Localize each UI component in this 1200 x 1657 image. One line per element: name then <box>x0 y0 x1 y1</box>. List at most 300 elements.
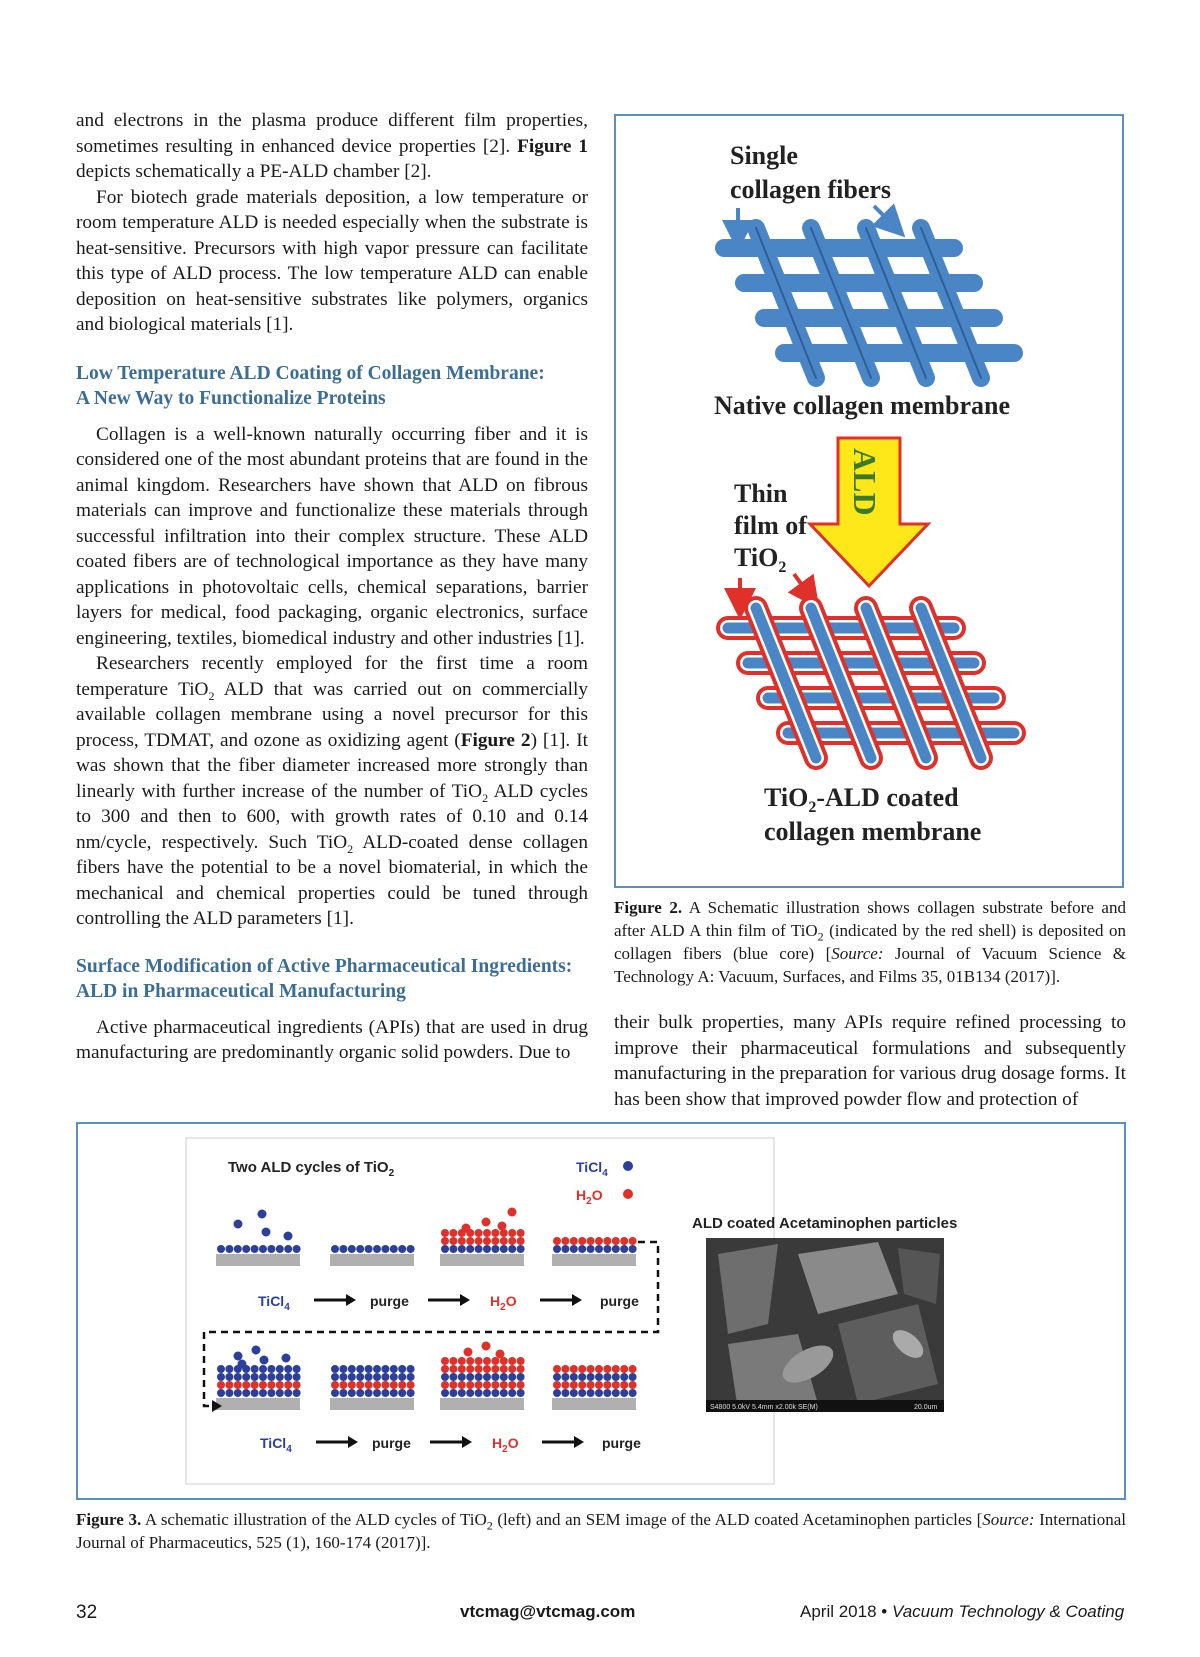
atom <box>517 1381 525 1389</box>
atom <box>225 1245 233 1253</box>
atom <box>483 1237 491 1245</box>
precursor <box>234 1220 243 1229</box>
atom <box>475 1373 483 1381</box>
atom <box>449 1373 457 1381</box>
paragraph-api: Active pharmaceutical ingredients (APIs) that are used in drug manufacturing are predominantly organic solid powders. Due to <box>76 1016 588 1063</box>
label-thin: Thin <box>734 479 788 508</box>
atom <box>339 1373 347 1381</box>
atom <box>612 1365 620 1373</box>
issue-date: April 2018 <box>800 1602 877 1621</box>
precursor <box>262 1228 271 1237</box>
atom <box>500 1373 508 1381</box>
atom <box>458 1237 466 1245</box>
atom <box>331 1365 339 1373</box>
precursor <box>258 1210 267 1219</box>
atom <box>441 1389 449 1397</box>
atom <box>276 1373 284 1381</box>
text: TiCl <box>576 1159 603 1175</box>
atom <box>284 1245 292 1253</box>
subscript: 2 <box>808 799 817 816</box>
atom <box>466 1357 474 1365</box>
atom <box>331 1389 339 1397</box>
atom <box>356 1365 364 1373</box>
atom <box>508 1365 516 1373</box>
precursor <box>282 1354 291 1363</box>
text: ALD that was carried out on commercially available collagen membrane using a novel precursor for this process, TDMAT, and ozone as oxidizing agent ( <box>76 678 589 751</box>
subscript: 2 <box>482 790 489 805</box>
atom <box>517 1237 525 1245</box>
atom <box>629 1381 637 1389</box>
caption-label: Figure 3. <box>76 1510 142 1529</box>
atom <box>508 1381 516 1389</box>
atom <box>276 1245 284 1253</box>
atom <box>517 1373 525 1381</box>
atom <box>365 1389 373 1397</box>
atom <box>398 1373 406 1381</box>
subscript: 4 <box>602 1168 608 1179</box>
text: A Schematic illustration shows collagen substrate before and after ALD A thin film of TiO <box>614 898 1126 940</box>
atom <box>629 1237 637 1245</box>
text: H <box>492 1435 503 1451</box>
atom <box>259 1389 267 1397</box>
step-purge: purge <box>370 1293 409 1309</box>
atom <box>483 1381 491 1389</box>
label-coated-line1 <box>764 783 959 816</box>
atom <box>390 1245 398 1253</box>
label-collagen-fibers: collagen fibers <box>730 175 892 204</box>
figure-2 <box>614 114 1124 888</box>
atom <box>475 1237 483 1245</box>
atom <box>390 1389 398 1397</box>
atom <box>259 1381 267 1389</box>
atom <box>407 1373 415 1381</box>
heading-line: A New Way to Functionalize Proteins <box>76 388 386 409</box>
atom <box>267 1389 275 1397</box>
atom <box>553 1389 561 1397</box>
atom <box>517 1229 525 1237</box>
native-mesh <box>724 228 1014 378</box>
atom <box>365 1365 373 1373</box>
atom <box>553 1381 561 1389</box>
text: (left) and an SEM image of the ALD coated Acetaminophen particles [ <box>492 1510 983 1529</box>
substrate <box>330 1398 414 1410</box>
paragraph-low-temp: For biotech grade materials deposition, a low temperature or room temperature ALD is needed especially when the substrate is heat-sensitive. Precursors with high vapor pressure can facilitate this type of ALD process. The low temperature ALD can enable deposition on heat-sensitive substrates like polymers, organics and biological materials [1]. <box>76 186 588 335</box>
atom <box>225 1373 233 1381</box>
atom <box>620 1381 628 1389</box>
atom <box>595 1245 603 1253</box>
sem-title: ALD coated Acetaminophen particles <box>692 1215 958 1232</box>
atom <box>612 1245 620 1253</box>
atom <box>390 1373 398 1381</box>
atom <box>603 1245 611 1253</box>
step-purge: purge <box>602 1435 641 1451</box>
atom <box>587 1373 595 1381</box>
cycle-panel <box>186 1138 774 1484</box>
atom <box>500 1381 508 1389</box>
magazine-name: Vacuum Technology & Coating <box>891 1602 1125 1621</box>
atom <box>381 1365 389 1373</box>
atom <box>449 1237 457 1245</box>
atom <box>620 1373 628 1381</box>
atom <box>356 1381 364 1389</box>
atom <box>225 1365 233 1373</box>
footer-issue <box>800 1602 1124 1622</box>
atom <box>398 1389 406 1397</box>
subscript: 2 <box>817 929 824 944</box>
label-coated-line2: collagen membrane <box>764 817 982 846</box>
atom <box>458 1245 466 1253</box>
atom <box>603 1365 611 1373</box>
atom <box>578 1237 586 1245</box>
atom <box>373 1245 381 1253</box>
atom <box>570 1373 578 1381</box>
label-single: Single <box>730 141 798 170</box>
atom <box>578 1381 586 1389</box>
substrate <box>440 1398 524 1410</box>
atom <box>466 1245 474 1253</box>
atom <box>293 1365 301 1373</box>
atom <box>276 1381 284 1389</box>
atom <box>339 1245 347 1253</box>
atom <box>458 1365 466 1373</box>
atom <box>483 1389 491 1397</box>
atom <box>449 1229 457 1237</box>
atom <box>276 1365 284 1373</box>
atom <box>251 1245 259 1253</box>
paragraph-bulk-properties: their bulk properties, many APIs require refined processing to improve their pharmaceutical formulations and subsequently manufacturing in the preparation for various drug dosage forms. It has been show that improved powder flow and protection of <box>614 1012 1126 1110</box>
atom <box>365 1373 373 1381</box>
atom <box>398 1381 406 1389</box>
subscript: 2 <box>778 559 787 576</box>
atom <box>251 1389 259 1397</box>
atom <box>293 1373 301 1381</box>
atom <box>578 1389 586 1397</box>
coated-mesh <box>728 608 1014 758</box>
bullet: • <box>881 1602 888 1621</box>
atom <box>620 1237 628 1245</box>
atom <box>356 1373 364 1381</box>
atom <box>259 1365 267 1373</box>
atom <box>407 1389 415 1397</box>
precursor <box>234 1352 243 1361</box>
subscript: 2 <box>586 1196 592 1207</box>
atom <box>483 1229 491 1237</box>
atom <box>284 1373 292 1381</box>
atom <box>629 1373 637 1381</box>
atom <box>331 1373 339 1381</box>
atom <box>365 1381 373 1389</box>
substrate <box>330 1254 414 1266</box>
figure-ref: Figure 1 <box>517 135 588 157</box>
substrate <box>216 1254 300 1266</box>
label-tio2 <box>734 543 786 576</box>
atom <box>508 1357 516 1365</box>
subscript: 2 <box>208 688 215 703</box>
atom <box>500 1365 508 1373</box>
heading-line: Surface Modification of Active Pharmaceutical Ingredients: <box>76 955 573 977</box>
atom <box>242 1389 250 1397</box>
atom <box>217 1381 225 1389</box>
figure-2-caption <box>614 896 1126 988</box>
atom <box>587 1365 595 1373</box>
atom <box>217 1373 225 1381</box>
text: ) [1]. It was shown that the fiber diameter increased more strongly than linearly with further increase of the number of TiO <box>76 729 588 802</box>
atom <box>381 1373 389 1381</box>
atom <box>620 1389 628 1397</box>
label-native-membrane: Native collagen membrane <box>714 391 1011 420</box>
atom <box>475 1381 483 1389</box>
sem-image <box>706 1238 944 1412</box>
text: ALD-coated dense collagen fibers have the potential to be a novel biomaterial, in which the mechanical and chemical properties could be tuned through controlling the ALD parameters [1]. <box>76 831 589 929</box>
atom <box>491 1389 499 1397</box>
atom <box>570 1389 578 1397</box>
atom <box>267 1245 275 1253</box>
atom <box>381 1389 389 1397</box>
ald-arrow-label: ALD <box>847 448 883 516</box>
atom <box>458 1357 466 1365</box>
caption-text <box>614 896 1126 988</box>
atom <box>276 1389 284 1397</box>
atom <box>561 1245 569 1253</box>
substrate <box>552 1254 636 1266</box>
text: (indicated by the red shell) is deposited on collagen fibers (blue core) [ <box>614 921 1126 963</box>
atom <box>458 1381 466 1389</box>
atom <box>284 1381 292 1389</box>
atom <box>251 1365 259 1373</box>
atom <box>267 1365 275 1373</box>
precursor <box>508 1208 517 1217</box>
substrate <box>216 1398 300 1410</box>
atom <box>259 1245 267 1253</box>
atom <box>390 1365 398 1373</box>
atom <box>234 1245 242 1253</box>
atom <box>348 1381 356 1389</box>
atom <box>500 1245 508 1253</box>
atom <box>570 1381 578 1389</box>
atom <box>441 1229 449 1237</box>
atom <box>475 1389 483 1397</box>
atom <box>407 1365 415 1373</box>
atom <box>217 1365 225 1373</box>
figure-3-caption <box>76 1508 1126 1554</box>
atom <box>517 1389 525 1397</box>
section-heading-pharma <box>76 954 588 1005</box>
atom <box>267 1381 275 1389</box>
atom <box>620 1245 628 1253</box>
precursor <box>496 1350 505 1359</box>
atom <box>570 1245 578 1253</box>
atom <box>441 1365 449 1373</box>
text: H <box>576 1187 587 1203</box>
atom <box>508 1229 516 1237</box>
text: O <box>507 1435 519 1451</box>
atom <box>225 1381 233 1389</box>
atom <box>331 1381 339 1389</box>
figure-2-illustration <box>616 116 1122 886</box>
atom <box>491 1237 499 1245</box>
caption-text <box>76 1508 1126 1554</box>
atom <box>381 1381 389 1389</box>
paragraph-research <box>76 651 588 932</box>
arrow-icon <box>794 574 810 596</box>
atom <box>407 1245 415 1253</box>
atom <box>561 1381 569 1389</box>
arrow-icon <box>874 206 894 226</box>
caption-label: Figure 2. <box>614 898 683 917</box>
text: ALD cycles to 300 and then to 600, with growth rates of 0.10 and 0.14 nm/cycle, respectively. Such TiO <box>76 780 588 853</box>
atom <box>373 1373 381 1381</box>
atom <box>578 1245 586 1253</box>
atom <box>483 1373 491 1381</box>
precursor <box>498 1222 507 1231</box>
atom <box>561 1237 569 1245</box>
atom <box>553 1245 561 1253</box>
atom <box>407 1381 415 1389</box>
atom <box>398 1365 406 1373</box>
precursor <box>284 1232 293 1241</box>
step-purge: purge <box>600 1293 639 1309</box>
atom <box>348 1365 356 1373</box>
atom <box>293 1381 301 1389</box>
text: TiCl <box>258 1293 285 1309</box>
text: Two ALD cycles of TiO <box>228 1159 389 1176</box>
atom <box>356 1245 364 1253</box>
atom <box>553 1237 561 1245</box>
atom <box>620 1365 628 1373</box>
atom <box>553 1373 561 1381</box>
atom <box>587 1237 595 1245</box>
atom <box>508 1373 516 1381</box>
atom <box>517 1357 525 1365</box>
source-label: Source: <box>831 944 884 963</box>
atom <box>508 1389 516 1397</box>
atom <box>483 1357 491 1365</box>
atom <box>449 1365 457 1373</box>
atom <box>217 1389 225 1397</box>
atom <box>603 1381 611 1389</box>
subscript: 2 <box>500 1302 506 1313</box>
atom <box>373 1381 381 1389</box>
atom <box>234 1389 242 1397</box>
atom <box>441 1381 449 1389</box>
atom <box>578 1365 586 1373</box>
left-column <box>76 108 588 1066</box>
atom <box>517 1245 525 1253</box>
figure-3 <box>76 1122 1126 1500</box>
atom <box>365 1245 373 1253</box>
ticl4-dot-icon <box>623 1161 633 1171</box>
atom <box>381 1245 389 1253</box>
atom <box>561 1373 569 1381</box>
atom <box>508 1237 516 1245</box>
atom <box>500 1237 508 1245</box>
atom <box>491 1229 499 1237</box>
atom <box>267 1373 275 1381</box>
precursor <box>482 1342 491 1351</box>
substrate <box>552 1398 636 1410</box>
atom <box>225 1389 233 1397</box>
atom <box>339 1389 347 1397</box>
footer-email[interactable]: vtcmag@vtcmag.com <box>460 1602 636 1621</box>
atom <box>348 1389 356 1397</box>
atom <box>441 1357 449 1365</box>
atom <box>508 1245 516 1253</box>
label-film-of: film of <box>734 511 807 540</box>
atom <box>587 1381 595 1389</box>
section-heading-collagen <box>76 361 588 412</box>
atom <box>284 1365 292 1373</box>
text: Journal of Vacuum Science & Technology A: Vacuum, Surfaces, and Films 35, 01B134 (2017)]. <box>614 944 1126 986</box>
atom <box>612 1389 620 1397</box>
atom <box>242 1381 250 1389</box>
atom <box>348 1245 356 1253</box>
text: International Journal of Pharmaceutics, 525 (1), 160-174 (2017)]. <box>76 1510 1126 1552</box>
atom <box>475 1245 483 1253</box>
precursor <box>464 1348 473 1357</box>
atom <box>242 1245 250 1253</box>
figure-ref: Figure 2 <box>460 729 531 751</box>
atom <box>561 1365 569 1373</box>
atom <box>491 1373 499 1381</box>
page-number: 32 <box>76 1602 98 1623</box>
source-label: Source: <box>982 1510 1035 1529</box>
atom <box>441 1245 449 1253</box>
subscript: 2 <box>502 1444 508 1455</box>
subscript: 4 <box>284 1302 290 1313</box>
atom <box>587 1245 595 1253</box>
atom <box>373 1365 381 1373</box>
precursor <box>252 1346 261 1355</box>
figure-3-illustration <box>78 1124 1124 1498</box>
atom <box>578 1373 586 1381</box>
atom <box>491 1357 499 1365</box>
atom <box>603 1237 611 1245</box>
atom <box>603 1373 611 1381</box>
atom <box>373 1389 381 1397</box>
text: and electrons in the plasma produce different film properties, sometimes resulting in enhanced device properties [2]. <box>76 110 588 157</box>
text: H <box>490 1293 501 1309</box>
atom <box>595 1389 603 1397</box>
sem-scale: 20.0um <box>914 1404 938 1411</box>
precursor <box>482 1218 491 1227</box>
atom <box>259 1373 267 1381</box>
paragraph-collagen: Collagen is a well-known naturally occurring fiber and it is considered one of the most abundant proteins that are found in the animal kingdom. Researchers have shown that ALD on fibrous materials can improve and functionalize these materials through successful infiltration into their complex structure. These ALD coated fibers are of technological importance as they have many applications in photovoltaic cells, chemical separations, barrier layers for medical, food packaging, organic electronics, surface engineering, textiles, biomedical industry and other industries [1]. <box>76 423 588 649</box>
text: A schematic illustration of the ALD cycles of TiO <box>141 1510 487 1529</box>
atom <box>339 1381 347 1389</box>
paragraph-pe-ald <box>76 108 588 185</box>
atom <box>570 1365 578 1373</box>
atom <box>517 1365 525 1373</box>
atom <box>242 1373 250 1381</box>
atom <box>491 1365 499 1373</box>
atom <box>449 1381 457 1389</box>
atom <box>331 1245 339 1253</box>
atom <box>466 1237 474 1245</box>
atom <box>629 1365 637 1373</box>
atom <box>475 1365 483 1373</box>
atom <box>500 1389 508 1397</box>
atom <box>390 1381 398 1389</box>
h2o-dot-icon <box>623 1189 633 1199</box>
text: -ALD coated <box>816 783 959 812</box>
atom <box>284 1389 292 1397</box>
atom <box>491 1245 499 1253</box>
subscript: 2 <box>347 841 354 856</box>
text: TiO <box>764 783 809 812</box>
atom <box>398 1245 406 1253</box>
substrate <box>440 1254 524 1266</box>
right-column-text <box>614 1010 1126 1112</box>
